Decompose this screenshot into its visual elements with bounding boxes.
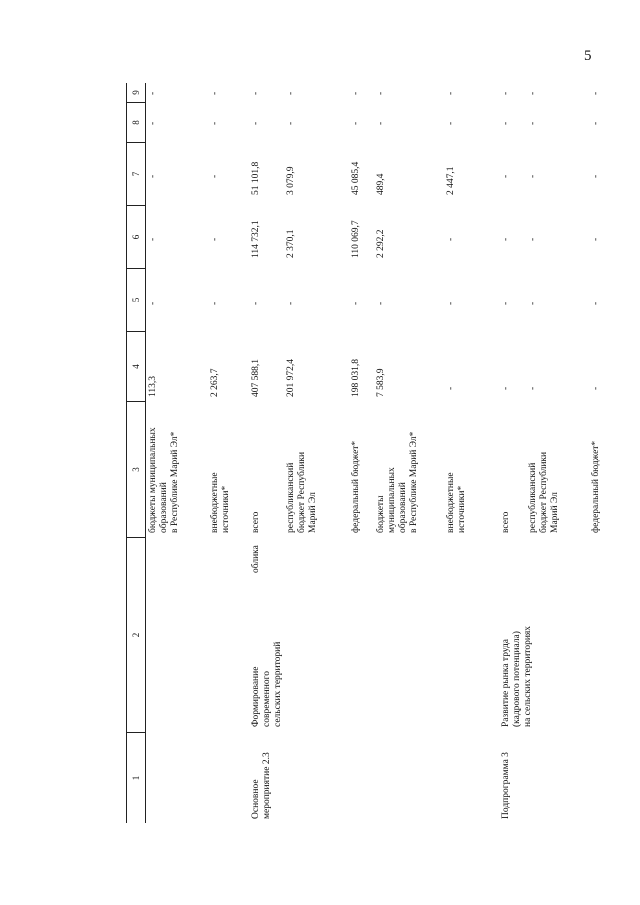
table-cell: всего — [251, 511, 261, 533]
table-cell: - — [501, 301, 511, 305]
header-col-9: 9 — [127, 83, 145, 103]
table-cell: - — [591, 237, 601, 241]
table-cell: 2 263,7 — [210, 368, 220, 397]
table-header — [126, 83, 146, 823]
table-cell: - — [446, 386, 456, 390]
table-cell: - — [446, 121, 456, 125]
header-col-6: 6 — [127, 206, 145, 269]
table-cell: 114 732,1 — [251, 220, 261, 258]
table-cell: - — [210, 91, 220, 95]
header-col-7: 7 — [127, 143, 145, 206]
row-description: Развитие рынка труда (кадрового потенциала) на сельских территориях — [501, 625, 533, 727]
table-cell: - — [210, 301, 220, 305]
table-cell: - — [501, 121, 511, 125]
row-description-tail: облика — [251, 545, 261, 573]
header-col-5: 5 — [127, 269, 145, 332]
table-cell: - — [528, 301, 538, 305]
table-cell: - — [376, 91, 386, 95]
row-label-subprogram: Подпрограмма 3 — [501, 752, 511, 819]
table-cell: - — [210, 121, 220, 125]
row-label-main-measure: Основное мероприятие 2.3 — [251, 752, 272, 819]
header-col-8: 8 — [127, 103, 145, 143]
table-cell: - — [528, 174, 538, 178]
table-cell: 113,3 — [148, 375, 158, 397]
table-cell: - — [501, 174, 511, 178]
table-cell: 51 101,8 — [251, 161, 261, 195]
table-cell: 45 085,4 — [351, 161, 361, 195]
row-description: Формирование современного сельских территорий — [251, 641, 283, 727]
page-number: 5 — [584, 48, 592, 64]
table-cell: - — [251, 301, 261, 305]
table-cell: - — [528, 386, 538, 390]
table-cell: - — [148, 237, 158, 241]
table-cell: - — [376, 301, 386, 305]
table-cell: 3 079,9 — [286, 166, 296, 195]
table-cell: 110 069,7 — [351, 220, 361, 258]
table-cell: - — [591, 174, 601, 178]
table-cell: 7 583,9 — [376, 368, 386, 397]
table-cell: - — [286, 301, 296, 305]
table-cell: - — [286, 91, 296, 95]
table-cell: - — [148, 174, 158, 178]
table-cell: - — [501, 91, 511, 95]
table-cell: всего — [501, 511, 511, 533]
table-cell: внебюджетные источники* — [210, 472, 231, 533]
table-cell: 489,4 — [376, 173, 386, 195]
table-cell: - — [351, 91, 361, 95]
table-cell: - — [591, 121, 601, 125]
table-cell: - — [591, 301, 601, 305]
rotated-table — [126, 83, 634, 823]
table-cell: республиканский бюджет Республики Марий Эл — [528, 451, 560, 533]
table-cell: федеральный бюджет* — [351, 440, 361, 533]
table-cell: - — [148, 301, 158, 305]
table-cell: - — [501, 386, 511, 390]
table-cell: федеральный бюджет* — [591, 440, 601, 533]
table-cell: - — [210, 174, 220, 178]
header-col-4: 4 — [127, 332, 145, 402]
table-cell: - — [251, 91, 261, 95]
table-cell: - — [501, 237, 511, 241]
table-cell: 198 031,8 — [351, 359, 361, 397]
table-cell: республиканский бюджет Республики Марий Эл — [286, 451, 318, 533]
table-cell: - — [351, 301, 361, 305]
table-cell: 2 447,1 — [446, 166, 456, 195]
table-cell: 407 588,1 — [251, 359, 261, 397]
header-col-3: 3 — [127, 402, 145, 538]
table-cell: - — [210, 237, 220, 241]
table-cell: - — [251, 121, 261, 125]
table-cell: - — [376, 121, 386, 125]
table-cell: - — [591, 386, 601, 390]
table-cell: внебюджетные источники* — [446, 472, 467, 533]
table-cell: 201 972,4 — [286, 359, 296, 397]
table-cell: - — [148, 121, 158, 125]
table-cell: - — [446, 237, 456, 241]
table-cell: бюджеты муниципальных образований в Республике Марий Эл* — [376, 431, 419, 533]
table-cell: - — [528, 121, 538, 125]
table-cell: - — [591, 91, 601, 95]
table-cell: - — [528, 237, 538, 241]
header-col-2: 2 — [127, 538, 145, 733]
table-cell: - — [446, 91, 456, 95]
table-cell: - — [148, 91, 158, 95]
table-cell: 2 292,2 — [376, 229, 386, 258]
table-cell: 2 370,1 — [286, 229, 296, 258]
table-cell: бюджеты муниципальных образований в Республике Марий Эл* — [148, 427, 180, 533]
header-col-1: 1 — [131, 775, 141, 781]
table-cell: - — [286, 121, 296, 125]
table-cell: - — [446, 301, 456, 305]
table-cell: - — [351, 121, 361, 125]
table-cell: - — [528, 91, 538, 95]
